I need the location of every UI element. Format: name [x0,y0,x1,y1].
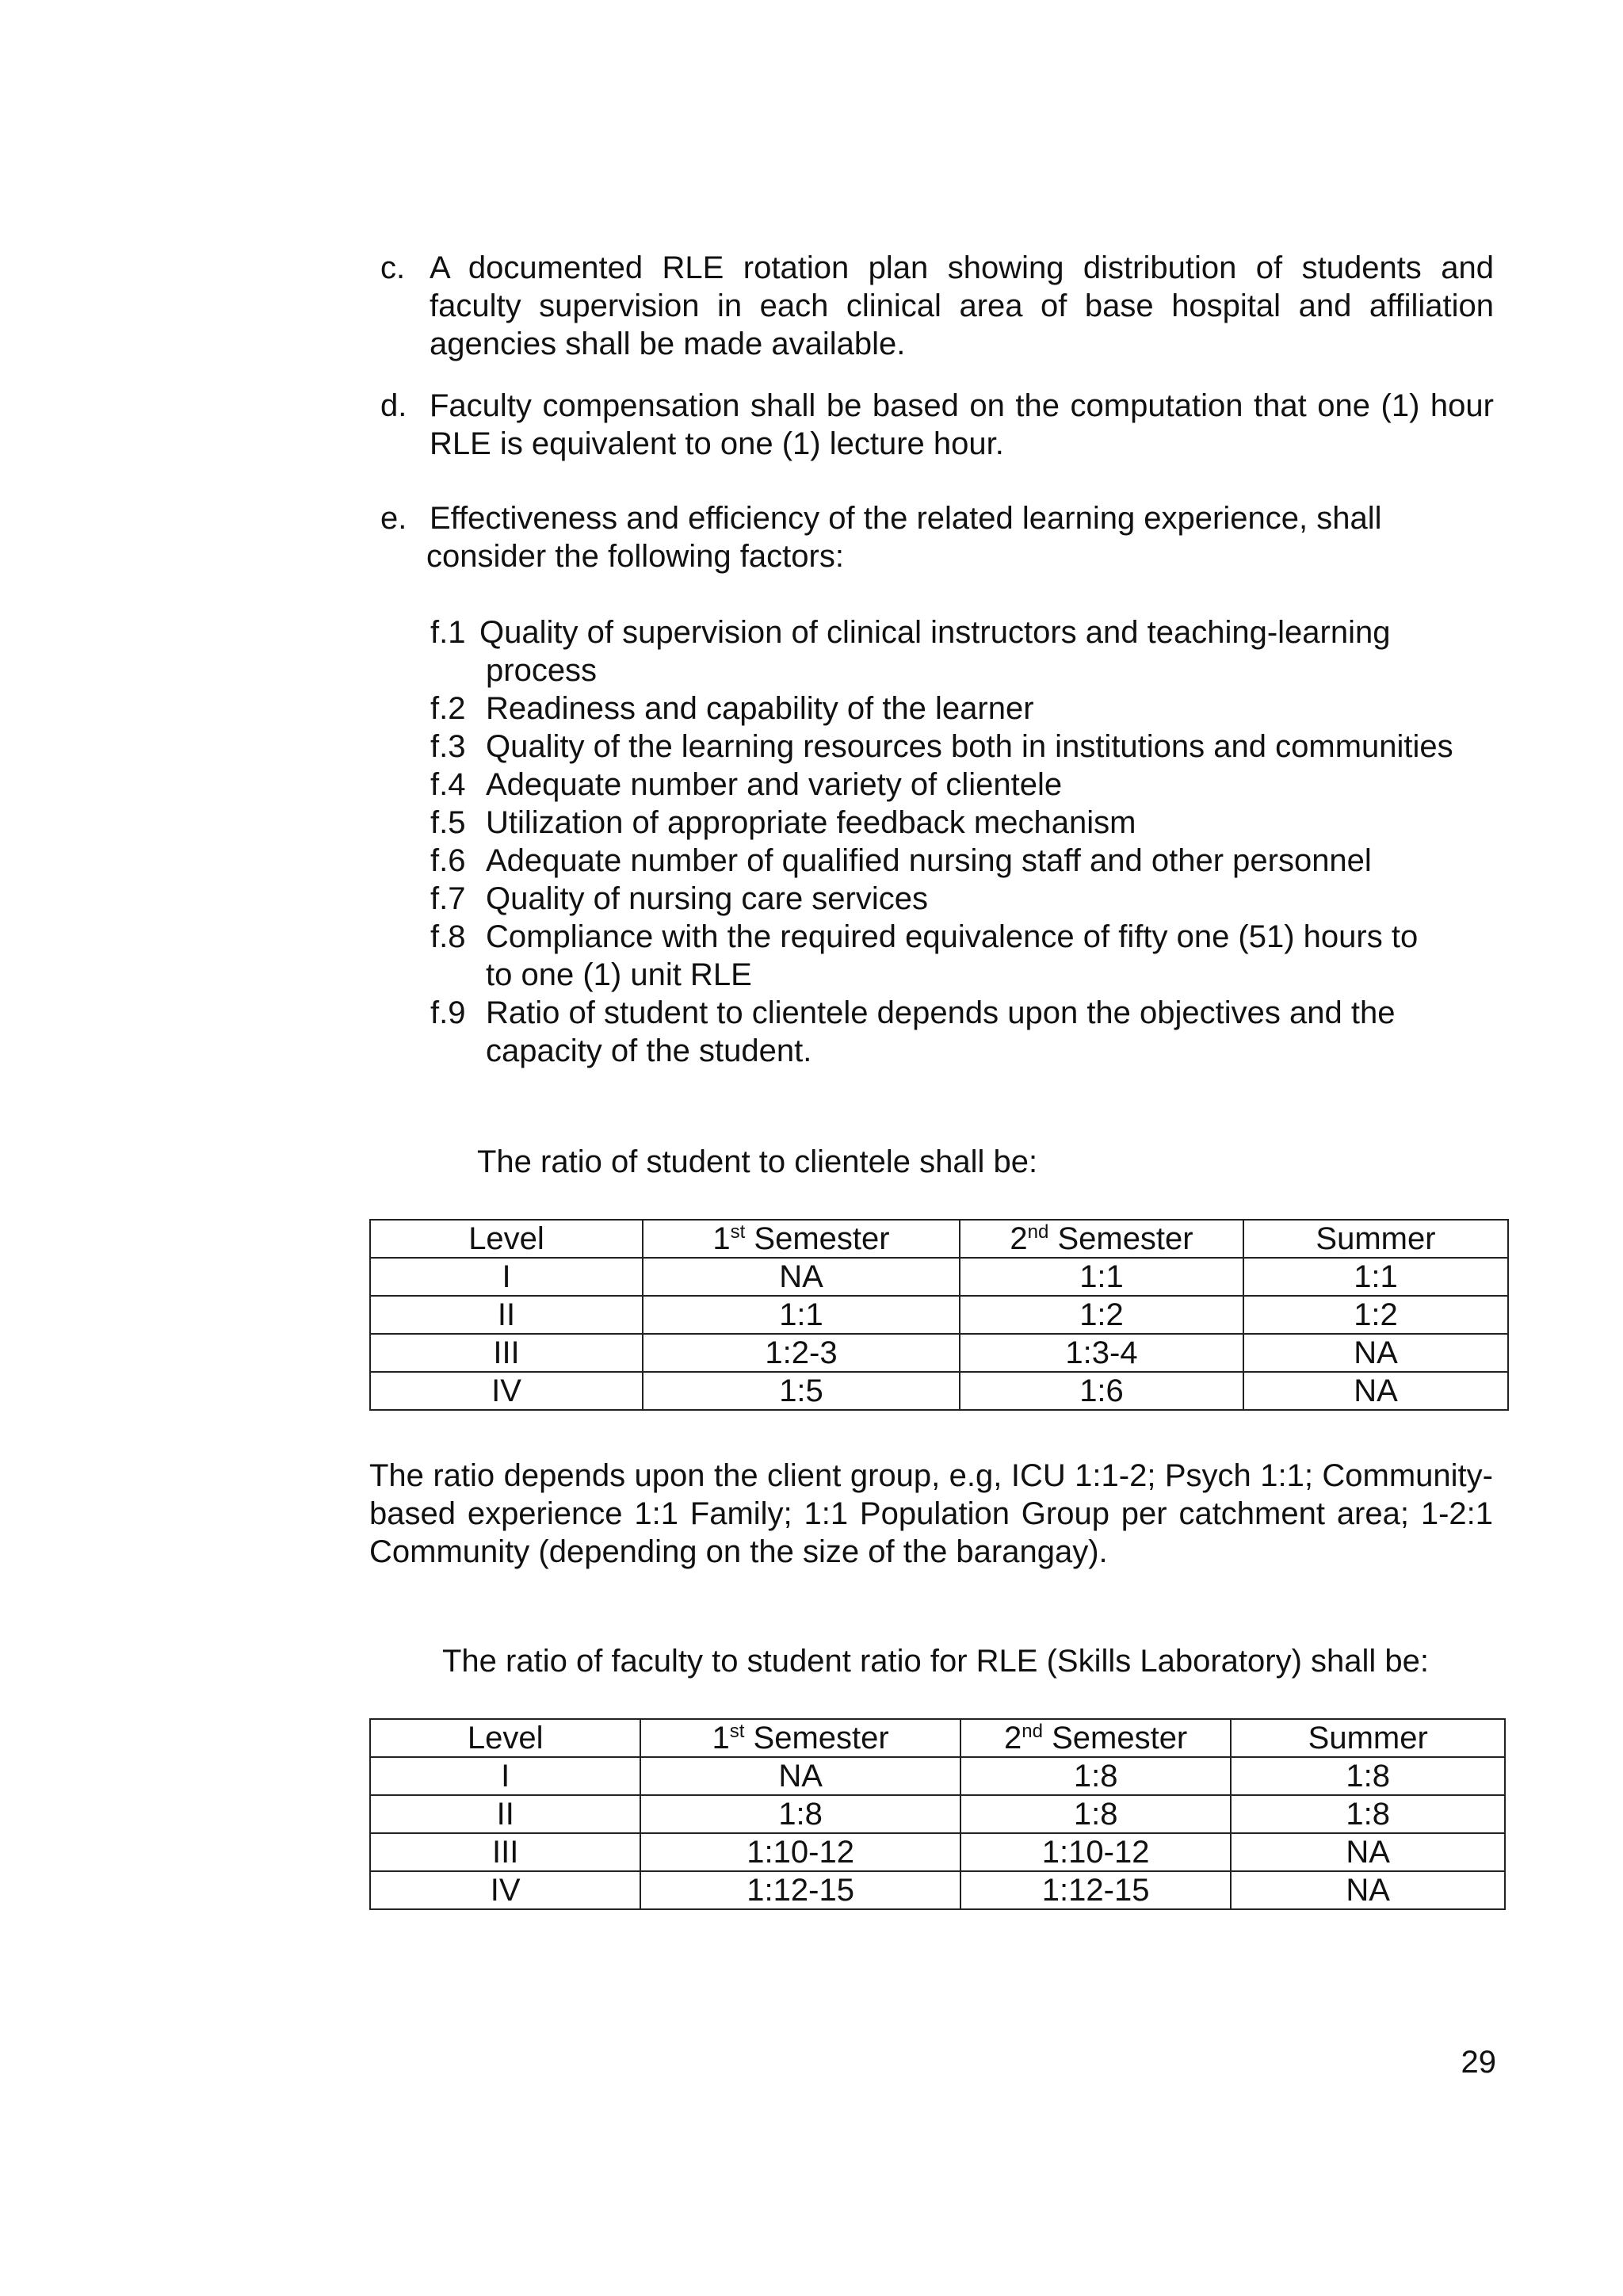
table-cell: 1:5 [643,1372,960,1410]
factor-text-line1: Ratio of student to clientele depends upon the objectives and the [486,995,1396,1030]
factor-item [430,842,1500,880]
table-row [370,1871,1505,1909]
factor-text-line2: capacity of the student. [486,1033,812,1068]
table-cell: 1:2 [1243,1296,1508,1334]
column-header-level: Level [370,1220,643,1258]
factor-text-line1: Compliance with the required equivalence of fifty one (51) hours to [486,919,1419,954]
factor-text-line2: process [486,653,598,688]
column-header-level: Level [370,1719,640,1757]
table-cell: 1:8 [1231,1757,1505,1795]
table-row [370,1258,1508,1296]
factor-item [430,804,1500,842]
list-item-text-line2: consider the following factors: [426,539,844,574]
factor-text-line1: Quality of supervision of clinical instructors and teaching-learning [479,615,1391,650]
factor-marker: f.7 [430,881,466,916]
list-marker: e. [380,501,407,536]
factor-item [430,880,1500,918]
table-cell: II [370,1296,643,1334]
factor-text: Quality of the learning resources both in institutions and communities [486,729,1453,764]
factor-list [430,613,1500,1070]
table-cell: 1:1 [1243,1258,1508,1296]
list-item-c [380,249,1494,363]
table-cell: 1:10-12 [640,1833,960,1871]
factor-text-line2: to one (1) unit RLE [486,957,752,992]
factor-marker: f.8 [430,919,466,954]
table-cell: 1:10-12 [960,1833,1232,1871]
factor-item [430,766,1500,804]
table-row [370,1372,1508,1410]
table-cell: IV [370,1871,640,1909]
table-header-row [370,1220,1508,1258]
table-cell: 1:6 [960,1372,1243,1410]
table-cell: NA [643,1258,960,1296]
column-header-first-semester: 1st Semester [640,1719,960,1757]
table-cell: IV [370,1372,643,1410]
faculty-student-ratio-table [369,1718,1506,1910]
table-cell: III [370,1334,643,1372]
table-header-row [370,1719,1505,1757]
table-cell: 1:8 [960,1795,1232,1833]
column-header-first-semester: 1st Semester [643,1220,960,1258]
table-row [370,1334,1508,1372]
table-cell: I [370,1757,640,1795]
table-cell: 1:8 [1231,1795,1505,1833]
factor-marker: f.5 [430,805,466,840]
table-row [370,1833,1505,1871]
table-cell: 1:1 [643,1296,960,1334]
factor-marker: f.9 [430,995,466,1030]
table-cell: 1:12-15 [960,1871,1232,1909]
table-intro: The ratio of faculty to student ratio for RLE (Skills Laboratory) shall be: [442,1644,1430,1679]
factor-item [430,613,1500,690]
factor-item [430,690,1500,728]
factor-text: Readiness and capability of the learner [486,691,1034,726]
list-item-text-line1: Effectiveness and efficiency of the related learning experience, shall [430,501,1382,536]
student-clientele-ratio-table [369,1219,1509,1411]
table-row [370,1795,1505,1833]
table-cell: II [370,1795,640,1833]
column-header-summer: Summer [1243,1220,1508,1258]
list-item-text: A documented RLE rotation plan showing distribution of students and faculty supervision in each clinical area of base hospital and affiliation agencies shall be made available. [430,250,1494,361]
table-cell: NA [1243,1372,1508,1410]
list-item-d [380,387,1494,463]
table-cell: 1:8 [960,1757,1232,1795]
table-cell: 1:1 [960,1258,1243,1296]
table-cell: 1:2-3 [643,1334,960,1372]
table-row [370,1296,1508,1334]
table-cell: NA [1231,1871,1505,1909]
factor-text: Adequate number and variety of clientele [486,767,1063,802]
list-marker: d. [380,388,407,423]
factor-marker: f.6 [430,843,466,878]
factor-text: Adequate number of qualified nursing staff and other personnel [486,843,1372,878]
page-number: 29 [1461,2045,1496,2080]
table-cell: 1:12-15 [640,1871,960,1909]
list-marker: c. [380,250,406,285]
table-cell: NA [640,1757,960,1795]
factor-item [430,728,1500,766]
factor-item [430,994,1500,1070]
table-cell: 1:8 [640,1795,960,1833]
factor-marker: f.2 [430,691,466,726]
list-item-text: Faculty compensation shall be based on the computation that one (1) hour RLE is equivalent to one (1) lecture hour. [430,388,1494,461]
factor-marker: f.1 [430,615,466,650]
list-item-e [380,499,1494,575]
table-intro: The ratio of student to clientele shall be: [477,1144,1038,1179]
factor-text: Utilization of appropriate feedback mechanism [486,805,1136,840]
table-cell: 1:3-4 [960,1334,1243,1372]
table-cell: NA [1231,1833,1505,1871]
table-cell: NA [1243,1334,1508,1372]
ratio-explanation-paragraph: The ratio depends upon the client group, e.g, ICU 1:1-2; Psych 1:1; Community-based experience 1:1 Family; 1:1 Population Group per catchment area; 1-2:1 Community (depending on the size of the barangay). [369,1458,1493,1569]
table-row [370,1757,1505,1795]
table-cell: I [370,1258,643,1296]
column-header-second-semester: 2nd Semester [960,1719,1232,1757]
table-cell: 1:2 [960,1296,1243,1334]
column-header-summer: Summer [1231,1719,1505,1757]
factor-item [430,918,1500,994]
column-header-second-semester: 2nd Semester [960,1220,1243,1258]
factor-text: Quality of nursing care services [486,881,929,916]
factor-marker: f.3 [430,729,466,764]
factor-marker: f.4 [430,767,466,802]
table-cell: III [370,1833,640,1871]
